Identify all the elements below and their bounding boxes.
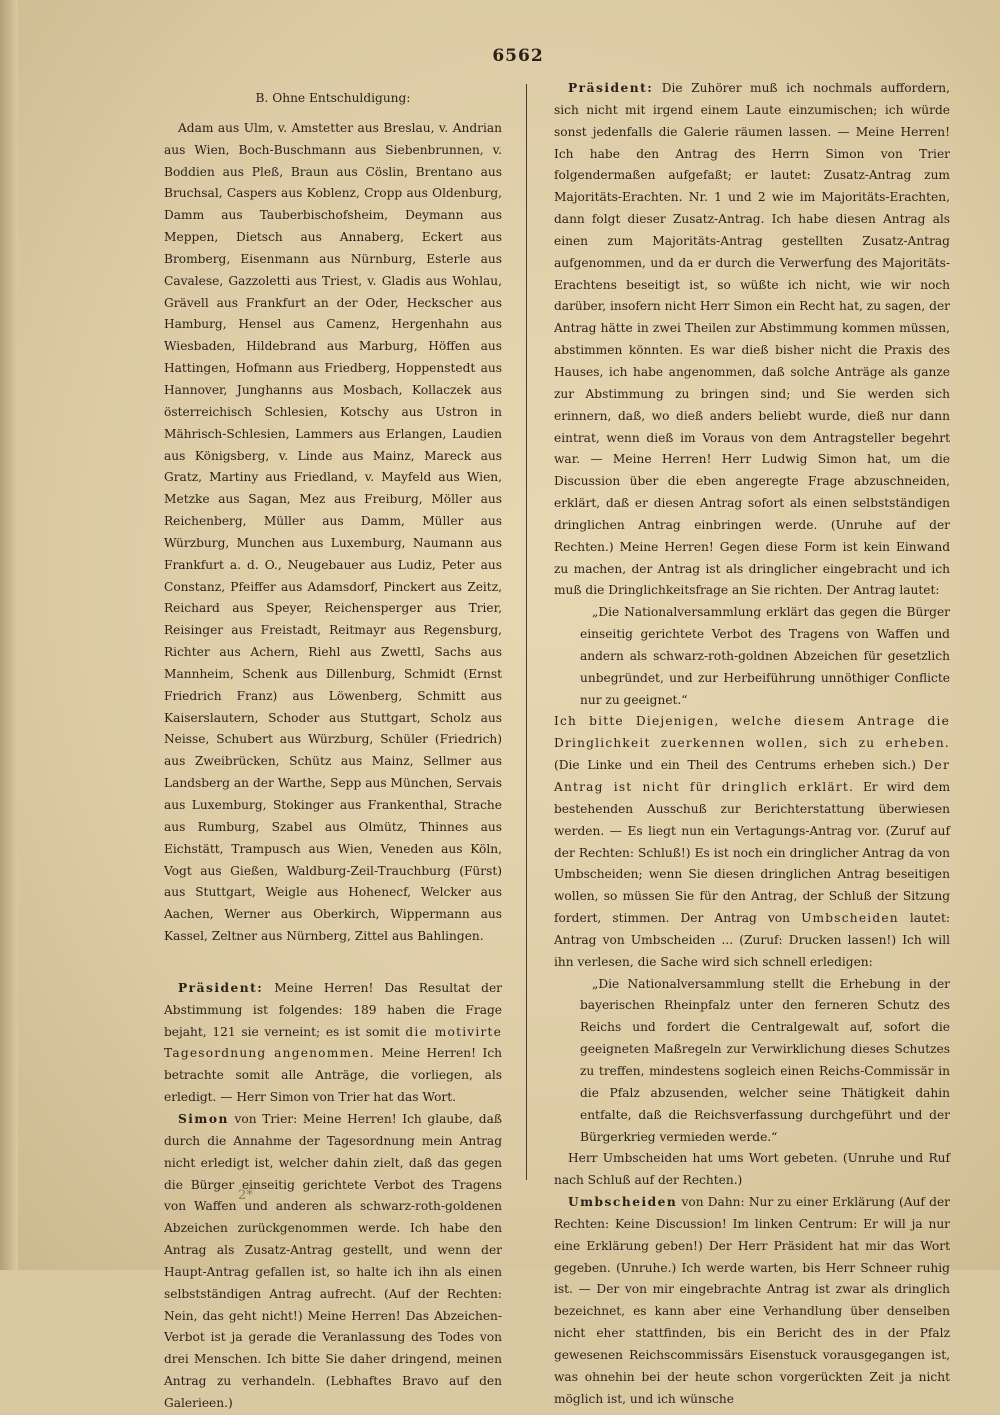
speaker-label: Präsident: xyxy=(178,980,264,995)
paragraph-text: Die Zuhörer muß ich nochmals auffordern, sich nicht mit irgend einem Laute einzumischen; ich würde sonst jedenfalls die Galerie räumen lassen. — Meine Herren! Ich habe den Antrag des Herrn Simon von Trier folgendermaßen aufgefaßt; er lautet: Zusatz-Antrag zum Majoritäts-Erachten. Nr. 1 und 2 wie im Majoritäts-Erachten, dann folgt dieser Zusatz-Antrag. Ich habe diesen Antrag als einen zum Majoritäts-Antrag gestellten Zusatz-Antrag aufgenommen, und da er durch die Verwerfung des Majoritäts-Erachtens beseitigt ist, so wüßte ich nicht, wie wir noch darüber, insofern nicht Herr Simon ein Recht hat, zu sagen, der Antrag hätte in zwei Theilen zur Abstimmung kommen müssen, abstimmen könnten. Es war dieß bisher nicht die Praxis des Hauses, ich habe angenommen, daß solche Anträge als ganze zur Abstimmung zu bringen sind; und Sie werden sich erinnern, daß, wo dieß anders beliebt wurde, dieß nur dann eintrat, wenn dieß im Voraus von dem Antragsteller begehrt war. — Meine Herren! Herr Ludwig Simon hat, um die Discussion über die eben angeregte Frage abzuschneiden, erklärt, daß er diesen Antrag sofort als einen selbstständigen dringlichen Antrag einbringen werde. (Unruhe auf der Rechten.) Meine Herren! Gegen diese Form ist kein Einwand zu machen, der Antrag ist als dringlicher eingebracht und ich muß die Dringlichkeitsfrage an Sie richten. Der Antrag lautet: xyxy=(554,81,951,598)
column-divider xyxy=(526,84,527,1180)
paragraph-text: von Dahn: Nur zu einer Erklärung (Auf der Rechten: Keine Discussion! Im linken Centrum: Er will ja nur eine Erklärung geben!) Der Herr Präsident hat mir das Wort gegeben. (Unruhe.) Ich werde warten, bis Herr Schneer ruhig ist. — Der von mir eingebrachte Antrag ist zwar als dringlich bezeichnet, es kann aber eine Verhandlung über denselben nicht eher stattfinden, bis ein Bericht des in der Pfalz gewesenen Reichscommissärs Eisenstuck vorausgegangen ist, was ohnehin bei der heute schon vorgerückten Zeit ja nicht möglich ist, und ich wünsche xyxy=(554,1195,951,1406)
speaker-label: Umbscheiden xyxy=(568,1195,678,1210)
paragraph-text: Meine Herren! Ich betrachte somit alle Anträge, die vorliegen, als erledigt. — Herr Simon von Trier hat das Wort. xyxy=(164,1046,503,1105)
speaker-label: Präsident: xyxy=(568,81,654,95)
motion-quote: „Die Nationalversammlung stellt die Erhebung in der bayerischen Rheinpfalz unter den ferneren Schutz des Reichs und fordert die Centralgewalt auf, sofort die geeigneten Maßregeln zur Verwirklichung dieses Schutzes zu treffen, mindestens sogleich einen Reichs-Commissär in die Pfalz abzusenden, welcher seine Thätigkeit dahin entfalte, daß die Reichsverfassung durchgeführt und der Bürgerkrieg vermieden werde.“ xyxy=(580,976,950,1144)
emphasized-text: die motivirte Tagesordnung angenommen. xyxy=(164,1024,503,1061)
absentee-names-list: Adam aus Ulm, v. Amstetter aus Breslau, v. Andrian aus Wien, Boch-Buschmann aus Siebenbrunnen, v. Boddien aus Pleß, Braun aus Cöslin, Brentano aus Bruchsal, Caspers aus Koblenz, Cropp aus Oldenburg, Damm aus Tauberbischofsheim, Deymann aus Meppen, Dietsch aus Annaberg, Eckert aus Bromberg, Eisenmann aus Nürnburg, Esterle aus Cavalese, Gazzoletti aus Triest, v. Gladis aus Wohlau, Grävell aus Frankfurt an der Oder, Heckscher aus Hamburg, Hensel aus Camenz, Hergenhahn aus Wiesbaden, Hildebrand aus Marburg, Höffen aus Hattingen, Hofmann aus Friedberg, Hoppenstedt aus Hannover, Junghanns aus Mosbach, Kollaczek aus österreichisch Schlesien, Kotschy aus Ustron in Mährisch-Schlesien, Lammers aus Erlangen, Laudien aus Königsberg, v. Linde aus Mainz, Mareck aus Gratz, Martiny aus Friedland, v. Mayfeld aus Wien, Metzke aus Sagan, Mez aus Freiburg, Möller aus Reichenberg, Müller aus Damm, Müller aus Würzburg, Munchen aus Luxemburg, Naumann aus Frankfurt a. d. O., Neugebauer aus Ludiz, Peter aus Constanz, Pfeiffer aus Adamsdorf, Pinckert aus Zeitz, Reichard aus Speyer, Reichensperger aus Trier, Reisinger aus Freistadt, Reitmayr aus Regensburg, Richter aus Achern, Riehl aus Zwettl, Sachs aus Mannheim, Schenk aus Dillenburg, Schmidt (Ernst Friedrich Franz) aus Löwenberg, Schmitt aus Kaiserslautern, Schoder aus Stuttgart, Scholz aus Neisse, Schubert aus Würzburg, Schüler (Friedrich) aus Zweibrücken, Schütz aus Mainz, Sellmer aus Landsberg an der Warthe, Sepp aus München, Servais aus Luxemburg, Stokinger aus Frankenthal, Strache aus Rumburg, Szabel aus Olmütz, Thinnes aus Eichstätt, Trampusch aus Wien, Veneden aus Köln, Vogt aus Gießen, Waldburg-Zeil-Trauchburg (Fürst) aus Stuttgart, Weigle aus Hohenecf, Welcker aus Aachen, Werner aus Oberkirch, Wippermann aus Kassel, Zeltner aus Nürnberg, Zittel aus Bahlingen. xyxy=(164,120,502,944)
paragraph-text: (Die Linke und ein Theil des Centrums erheben sich.) xyxy=(554,758,916,773)
paragraph-text: von Trier: Meine Herren! Ich glaube, daß durch die Annahme der Tagesordnung mein Antrag nicht erledigt ist, welcher dahin zielt, daß das gegen die Bürger einseitig gerichtete Verbot des Tragens von Waffen und anderen als schwarz-roth-goldenen Abzeichen zurückgenommen werde. Ich habe den Antrag als Zusatz-Antrag gestellt, und wenn der Haupt-Antrag gefallen ist, so halte ich ihn als einen selbstständigen Antrag aufrecht. (Auf der Rechten: Nein, das geht nicht!) Meine Herren! Das Abzeichen-Verbot ist ja gerade die Veranlassung des Todes von drei Menschen. Ich bitte Sie daher dringend, meinen Antrag zu verhandeln. (Lebhaftes Bravo auf den Galerieen.) xyxy=(164,1111,502,1410)
simon-speech-paragraph xyxy=(164,1109,502,1415)
president-result-paragraph xyxy=(164,978,502,1109)
page-binding-edge xyxy=(0,0,18,1270)
emphasized-text: Der Antrag ist nicht für dringlich erklärt. xyxy=(554,758,950,794)
paragraph-text: Meine Herren! Das Resultat der Abstimmung ist folgendes: 189 haben die Frage bejaht, 121 sie verneint; es ist somit xyxy=(164,980,502,1039)
umbscheiden-speech-paragraph xyxy=(554,1192,950,1410)
paragraph-gap xyxy=(164,948,502,978)
motion-quote: „Die Nationalversammlung erklärt das gegen die Bürger einseitig gerichtete Verbot des Tragens von Waffen und andern als schwarz-roth-goldnen Abzeichen für gesetzlich unbegründet, und zur Herbeiführung unnöthiger Conflicte nur zu geeignet.“ xyxy=(580,605,950,707)
paragraph-text: lautet: Antrag von Umbscheiden ... (Zuruf: Drucken lassen!) Ich will ihn verlesen, die Sache wird sich schnell erledigen: xyxy=(554,911,951,969)
left-column xyxy=(164,78,502,1415)
emphasized-text: Umbscheiden xyxy=(801,911,899,926)
page-number: 6562 xyxy=(492,46,544,66)
paragraph: Herr Umbscheiden hat ums Wort gebeten. (Unruhe und Ruf nach Schluß auf der Rechten.) xyxy=(554,1151,950,1188)
vote-paragraph xyxy=(554,711,950,973)
speaker-label: Simon xyxy=(178,1111,229,1126)
president-speech-paragraph xyxy=(554,78,950,602)
section-heading: B. Ohne Entschuldigung: xyxy=(255,91,411,105)
right-column xyxy=(554,78,950,1410)
paragraph-text: Er wird dem bestehenden Ausschuß zur Berichterstattung überwiesen werden. — Es liegt nun ein Vertagungs-Antrag vor. (Zuruf auf der Rechten: Schluß!) Es ist noch ein dringlicher Antrag da von Umbscheiden; wenn Sie diesen dringlichen Antrag beseitigen wollen, so müssen Sie für den Antrag, der Schluß der Sitzung fordert, stimmen. Der Antrag von xyxy=(554,780,950,926)
emphasized-text: Ich bitte Diejenigen, welche diesem Antrage die Dringlichkeit zuerkennen wollen, sich zu erheben. xyxy=(554,714,950,751)
signature-mark: 2* xyxy=(238,1188,253,1203)
